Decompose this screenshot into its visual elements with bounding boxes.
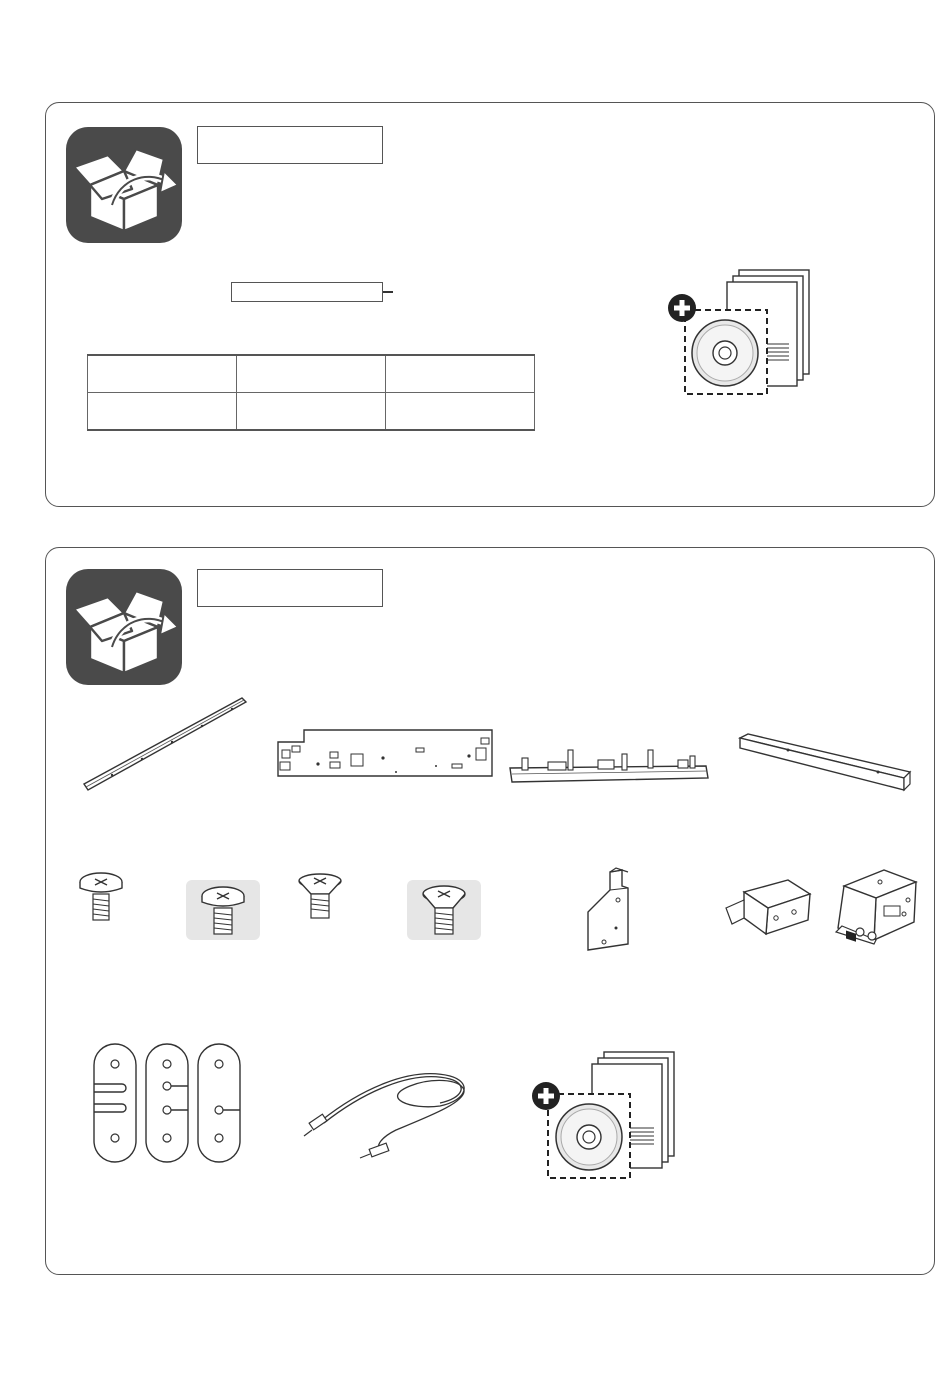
control-box-icon	[832, 866, 920, 946]
plus-circle-icon	[532, 1082, 560, 1110]
heading-label-box	[197, 569, 383, 607]
model-label-leader	[383, 291, 393, 293]
cable-icon	[300, 1060, 472, 1164]
model-label-box	[231, 282, 383, 302]
screw-pan-head-icon	[78, 870, 124, 924]
table-cell	[237, 355, 386, 393]
channel-bar-icon	[738, 730, 914, 794]
open-box-icon	[66, 569, 182, 685]
strip-bar-icon	[82, 696, 252, 796]
table-cell	[237, 393, 386, 431]
table-row	[88, 355, 535, 393]
screw-flat-head-icon	[421, 884, 467, 938]
screw-flat-head-icon	[297, 872, 343, 922]
cd-manual-icon	[530, 1048, 680, 1188]
metal-rail-icon	[508, 748, 710, 788]
circuit-board-icon	[276, 728, 496, 782]
table-cell	[386, 393, 535, 431]
cd-manual-icon	[665, 262, 815, 402]
plus-circle-icon	[668, 294, 696, 322]
table-cell	[386, 355, 535, 393]
screw-pan-head-icon	[200, 884, 246, 938]
spec-table	[87, 354, 535, 431]
table-row	[88, 393, 535, 431]
table-cell	[88, 393, 237, 431]
clip-bracket-icon	[724, 878, 814, 938]
table-cell	[88, 355, 237, 393]
l-bracket-icon	[580, 866, 640, 954]
heading-label-box	[197, 126, 383, 164]
open-box-icon	[66, 127, 182, 243]
spacer-plates-icon	[92, 1042, 244, 1166]
